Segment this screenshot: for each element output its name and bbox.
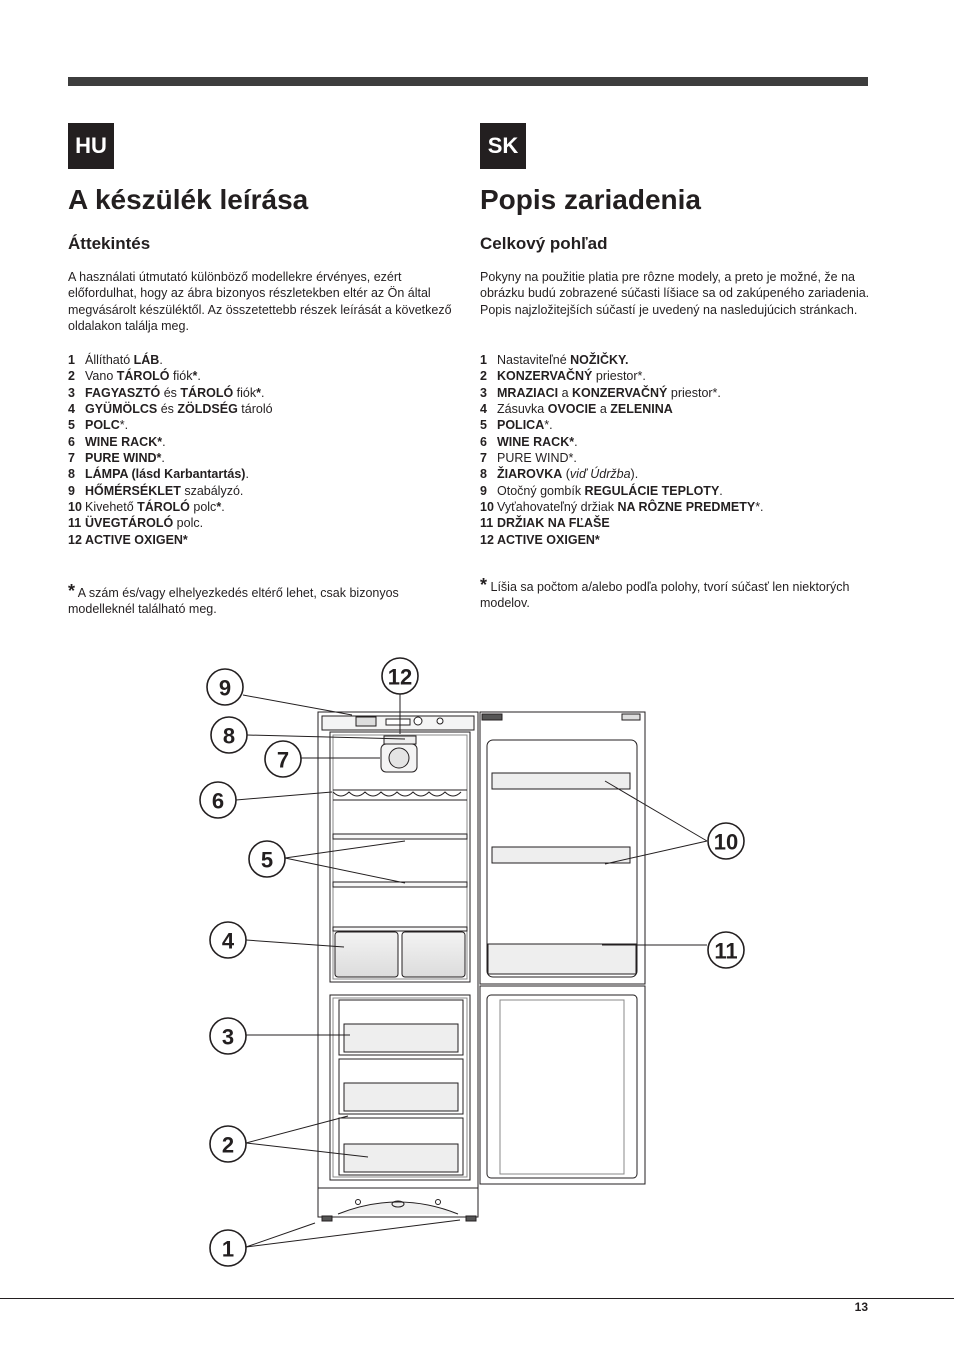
item-text: Zásuvka (497, 402, 548, 417)
item-text: HŐMÉRSÉKLET (85, 483, 181, 498)
callout-3 (210, 1018, 246, 1054)
section-title-hu: A készülék leírása (68, 184, 309, 215)
item-text: ). (630, 467, 639, 482)
item-text: Vyťahovateľný držiak (497, 500, 618, 515)
item-text: polc. (173, 516, 204, 531)
item-number: 4 (68, 402, 75, 417)
item-text: a (596, 402, 611, 417)
item-text: REGULÁCIE TEPLOTY (584, 483, 720, 498)
item-text: KONZERVAČNÝ (572, 385, 668, 400)
item-number: 8 (480, 467, 487, 482)
item-text: . (197, 369, 201, 384)
item-text: POLICA (497, 418, 545, 433)
item-number: 12 (68, 532, 82, 547)
item-text: . (574, 434, 578, 449)
callout-11 (708, 932, 744, 968)
callout-2 (210, 1126, 246, 1162)
item-number: 11 (480, 516, 494, 531)
callout-7 (265, 741, 301, 777)
item-text: TÁROLÓ (137, 500, 190, 515)
item-text: *. (544, 418, 553, 433)
item-text: és (160, 385, 181, 400)
item-text: Otočný gombík (497, 483, 585, 498)
item-number: 2 (68, 369, 75, 384)
footnote-star: * (68, 581, 76, 601)
item-number: 6 (480, 434, 487, 449)
item-text: ZELENINA (610, 402, 673, 417)
item-text: szabályzó. (180, 483, 244, 498)
item-number: 8 (68, 467, 75, 482)
footnote-text: A szám és/vagy elhelyezkedés eltérő lehet, csak bizonyos modelleknél található meg. (68, 586, 399, 617)
callout-label-6: 6 (211, 788, 225, 814)
item-number: 5 (480, 418, 487, 433)
item-text: MRAZIACI (497, 385, 559, 400)
item-text: ACTIVE OXIGEN* (497, 532, 600, 547)
callout-1 (210, 1230, 246, 1266)
item-text: . (245, 467, 249, 482)
item-text: TÁROLÓ (180, 385, 234, 400)
item-number: 5 (68, 418, 75, 433)
item-text: ACTIVE OXIGEN* (85, 532, 188, 547)
item-number: 9 (480, 483, 487, 498)
item-text: ÜVEGTÁROLÓ (85, 516, 174, 531)
item-text: GYÜMÖLCS (85, 402, 158, 417)
item-text: a (558, 385, 573, 400)
item-text: PURE WIND*. (497, 451, 577, 466)
item-number: 7 (68, 451, 75, 466)
item-text: TÁROLÓ (116, 369, 170, 384)
item-text: . (161, 451, 165, 466)
footnote-star: * (480, 575, 488, 595)
callout-9 (207, 669, 243, 705)
language-badge-hu: HU (68, 123, 114, 169)
item-text: WINE RACK* (497, 434, 575, 449)
item-number: 9 (68, 483, 75, 498)
intro-paragraph-sk: Pokyny na použitie platia pre rôzne modely, a preto je možné, že na obrázku budú zobrazené súčasti líšiace sa od zakúpeného zariadenia. Popis najzložitejších súčastí je uvedený na nasledujúcich stránkach. (480, 270, 870, 317)
item-text: . (162, 434, 166, 449)
item-text: Állítható (85, 353, 134, 367)
item-text: * (119, 418, 125, 433)
item-number: 11 (68, 516, 82, 531)
item-text: ŽIAROVKA (497, 467, 563, 482)
callout-8 (211, 717, 247, 753)
item-text: * (216, 500, 222, 515)
item-text: POLC (85, 418, 120, 433)
item-text: ZÖLDSÉG (177, 402, 238, 417)
item-number: 1 (480, 353, 487, 367)
subsection-title-sk: Celkový pohľad (480, 234, 608, 253)
callout-label-9: 9 (218, 675, 232, 701)
item-text: NA RÔZNE PREDMETY (617, 500, 756, 515)
item-text: Vano (85, 369, 117, 384)
item-text: viď Údržba (569, 467, 631, 482)
item-text: FAGYASZTÓ (85, 385, 161, 400)
item-text: . (159, 353, 163, 367)
section-title-sk: Popis zariadenia (480, 184, 701, 215)
language-badge-sk: SK (480, 123, 526, 169)
item-text: LÁMPA (lásd Karbantartás) (85, 467, 246, 482)
callout-label-1: 1 (221, 1236, 235, 1262)
item-text: *. (755, 500, 764, 515)
item-text: . (221, 500, 225, 515)
fridge-doors (480, 712, 645, 1184)
item-text: . (719, 483, 723, 498)
callout-12 (382, 658, 418, 694)
item-number: 3 (68, 385, 75, 400)
callout-5 (249, 841, 285, 877)
item-text: priestor*. (667, 385, 721, 400)
callout-label-7: 7 (276, 747, 290, 773)
item-text: Nastaviteľné (497, 353, 571, 367)
item-number: 2 (480, 369, 487, 384)
item-text: fiók (169, 369, 193, 384)
item-text: DRŽIAK NA FĽAŠE (497, 516, 610, 531)
item-number: 12 (480, 532, 494, 547)
item-text: KONZERVAČNÝ (497, 369, 593, 384)
item-text: ( (562, 467, 570, 482)
item-number: 10 (480, 500, 494, 515)
bottom-rule (0, 1298, 954, 1299)
item-text: WINE RACK* (85, 434, 163, 449)
callout-4 (210, 922, 246, 958)
item-number: 3 (480, 385, 487, 400)
item-text: priestor*. (592, 369, 646, 384)
callout-label-4: 4 (221, 928, 235, 954)
item-number: 7 (480, 451, 487, 466)
item-text: Kivehető (85, 500, 138, 515)
intro-paragraph-hu: A használati útmutató különböző modellekre érvényes, ezért előfordulhat, hogy az ábra bizonyos részletekben eltér az Ön által megvásárolt készüléktől. Az összetettebb részek leírását a következő oldalakon találja meg. (68, 270, 452, 333)
item-number: 4 (480, 402, 487, 417)
item-text: . (124, 418, 129, 433)
callout-label-12: 12 (387, 664, 413, 690)
item-text: OVOCIE (547, 402, 597, 417)
item-text: LÁB (133, 353, 160, 367)
page-number: 13 (854, 1300, 868, 1314)
callout-label-10: 10 (713, 829, 739, 855)
callout-10 (708, 823, 744, 859)
item-text: . (261, 385, 265, 400)
item-text: polc (189, 500, 217, 515)
item-text: * (256, 385, 261, 400)
item-number: 1 (68, 353, 75, 367)
item-text: PURE WIND* (85, 451, 162, 466)
footnote-text: Líšia sa počtom a/alebo podľa polohy, tvorí súčasť len niektorých modelov. (480, 580, 850, 611)
item-text: * (192, 369, 198, 384)
freezer-drawers (339, 1000, 463, 1175)
callout-label-5: 5 (260, 847, 274, 873)
callout-6 (200, 782, 236, 818)
subsection-title-hu: Áttekintés (68, 234, 151, 253)
item-number: 10 (68, 500, 82, 515)
item-text: tároló (237, 402, 273, 417)
item-number: 6 (68, 434, 75, 449)
callout-label-11: 11 (714, 938, 738, 964)
callout-label-3: 3 (221, 1024, 235, 1050)
item-text: és (157, 402, 178, 417)
item-text: NOŽIČKY. (570, 353, 629, 367)
callout-label-8: 8 (222, 723, 236, 749)
lamp-and-fan (381, 736, 417, 772)
callout-label-2: 2 (221, 1132, 235, 1158)
item-text: fiók (233, 385, 257, 400)
